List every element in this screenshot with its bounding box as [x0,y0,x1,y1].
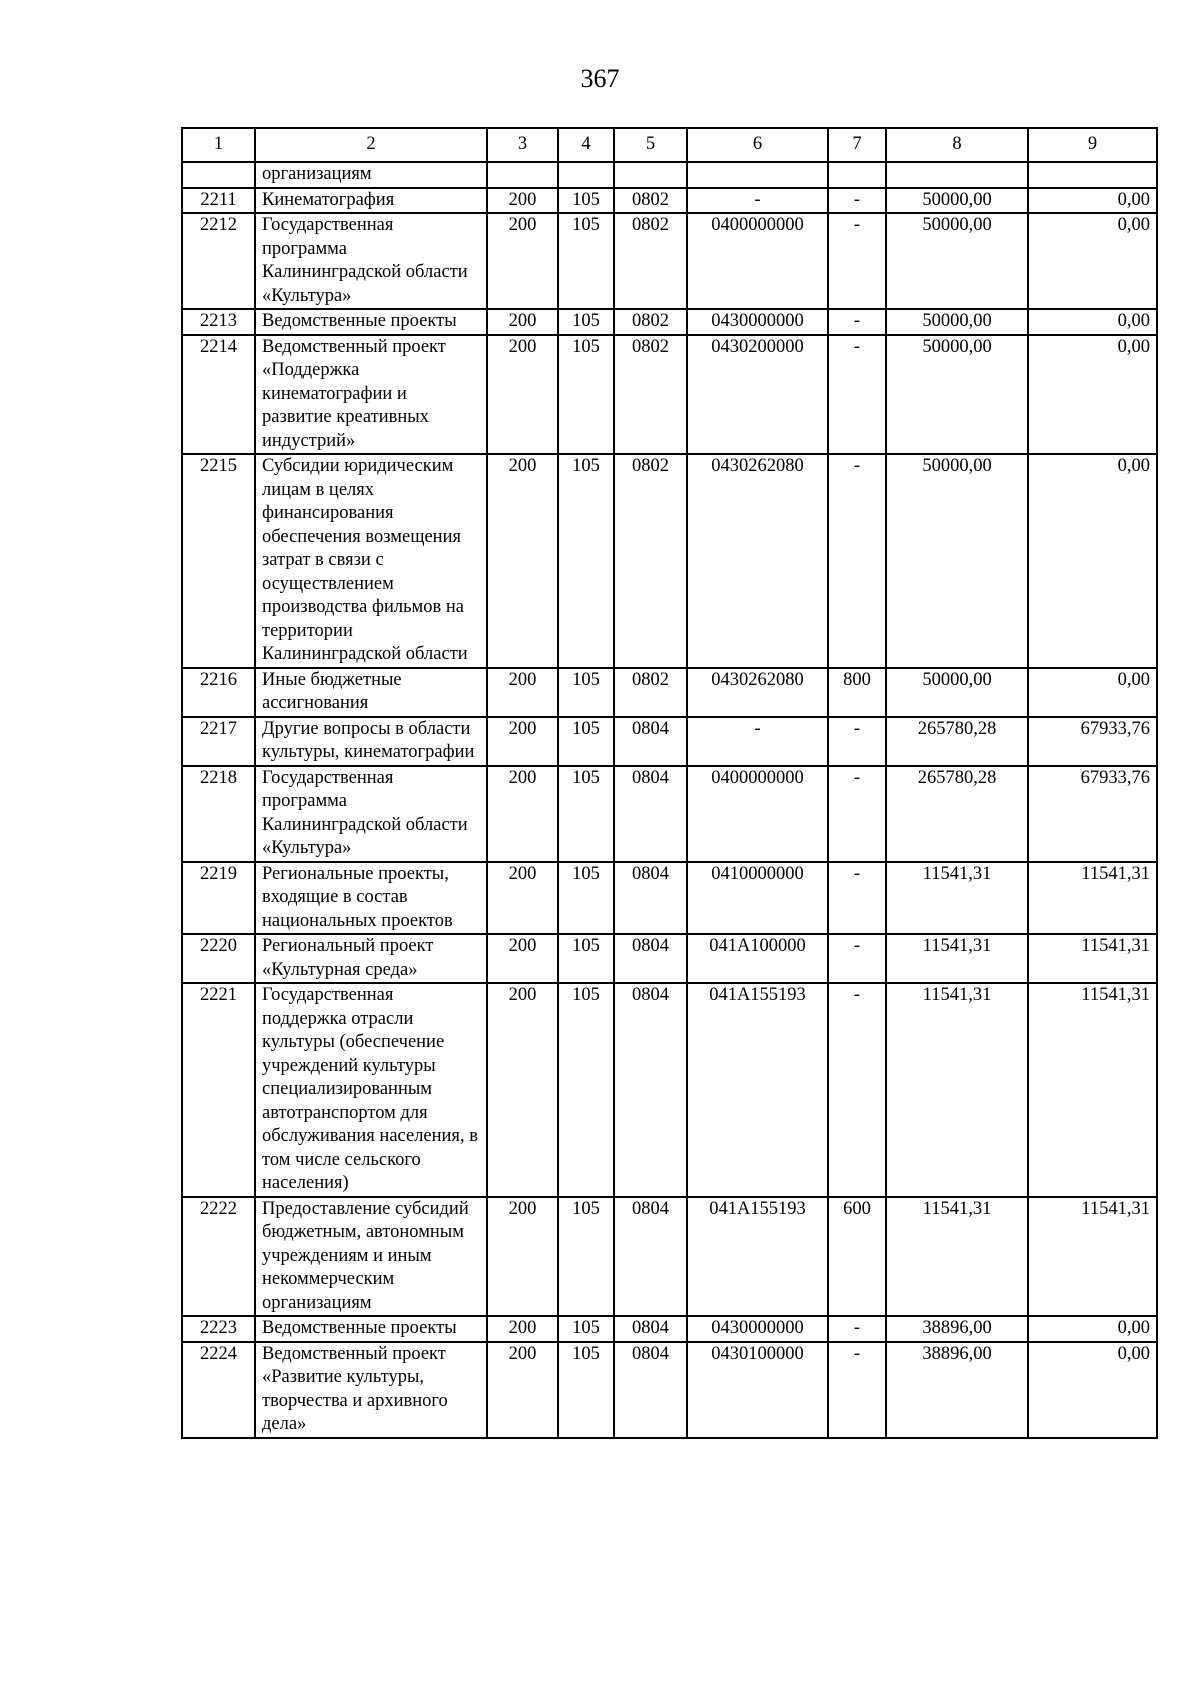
table-cell-col-4: 105 [558,309,614,335]
table-row [182,188,1157,214]
table-cell-col-3: 200 [487,335,558,455]
table-cell-col-3: 200 [487,454,558,668]
table-cell-col-7: - [828,983,886,1197]
table-cell-col-2: Ведомственные проекты [255,309,487,335]
table-cell-col-4: 105 [558,668,614,717]
table-cell-col-7: - [828,766,886,862]
table-cell-col-7: 800 [828,668,886,717]
table-cell-col-7: - [828,213,886,309]
table-cell-col-6: 0430200000 [687,335,828,455]
table-cell-col-1: 2223 [182,1316,255,1342]
page-number: 367 [580,64,620,93]
table-cell-col-9: 0,00 [1028,188,1157,214]
table-cell-col-8: 11541,31 [886,862,1028,935]
table-cell-col-5 [614,162,687,188]
table-cell-col-5: 0804 [614,766,687,862]
table-cell-col-3: 200 [487,862,558,935]
table-cell-col-2: Ведомственный проект «Развитие культуры, творчества и архивного дела» [255,1342,487,1438]
table-row [182,1197,1157,1317]
table-cell-col-8: 265780,28 [886,766,1028,862]
table-row [182,1316,1157,1342]
table-cell-col-7: - [828,188,886,214]
budget-table [181,127,1158,1439]
table-cell-col-9: 0,00 [1028,1316,1157,1342]
table-cell-col-3: 200 [487,717,558,766]
table-cell-col-4: 105 [558,766,614,862]
table-cell-col-3: 200 [487,213,558,309]
table-cell-col-2: Иные бюджетные ассигнования [255,668,487,717]
table-cell-col-7 [828,162,886,188]
table-cell-col-9: 11541,31 [1028,934,1157,983]
table-cell-col-1: 2216 [182,668,255,717]
table-cell-col-7: - [828,1342,886,1438]
table-cell-col-8: 38896,00 [886,1342,1028,1438]
table-cell-col-8: 265780,28 [886,717,1028,766]
table-cell-col-4: 105 [558,1316,614,1342]
table-cell-col-8: 50000,00 [886,188,1028,214]
table-cell-col-8: 50000,00 [886,454,1028,668]
table-cell-col-9: 67933,76 [1028,717,1157,766]
table-cell-col-3: 200 [487,1197,558,1317]
table-cell-col-8 [886,162,1028,188]
table-row [182,1342,1157,1438]
table-cell-col-2: Региональные проекты, входящие в состав национальных проектов [255,862,487,935]
table-cell-col-5: 0802 [614,188,687,214]
header-cell: 3 [487,128,558,162]
table-cell-col-2: Региональный проект «Культурная среда» [255,934,487,983]
table-cell-col-8: 11541,31 [886,983,1028,1197]
table-cell-col-4: 105 [558,1197,614,1317]
table-cell-col-4: 105 [558,188,614,214]
table-cell-col-9: 11541,31 [1028,1197,1157,1317]
table-cell-col-1: 2218 [182,766,255,862]
table-cell-col-7: - [828,1316,886,1342]
header-cell: 9 [1028,128,1157,162]
table-cell-col-1 [182,162,255,188]
table-row [182,335,1157,455]
header-row [182,128,1157,162]
table-cell-col-3: 200 [487,668,558,717]
table-cell-col-3: 200 [487,766,558,862]
table-row [182,983,1157,1197]
table-cell-col-6 [687,162,828,188]
table-cell-col-6: - [687,717,828,766]
table-cell-col-6: - [687,188,828,214]
table-cell-col-9: 0,00 [1028,668,1157,717]
table-cell-col-6: 0430100000 [687,1342,828,1438]
table-cell-col-9: 0,00 [1028,454,1157,668]
table-cell-col-3: 200 [487,309,558,335]
table-cell-col-4: 105 [558,454,614,668]
table-cell-col-7: 600 [828,1197,886,1317]
table-cell-col-9: 0,00 [1028,335,1157,455]
table-cell-col-2: Ведомственный проект «Поддержка кинематографии и развитие креативных индустрий» [255,335,487,455]
table-cell-col-8: 11541,31 [886,934,1028,983]
table-cell-col-3: 200 [487,1316,558,1342]
table-body [182,162,1157,1438]
table-cell-col-3 [487,162,558,188]
table-cell-col-5: 0802 [614,309,687,335]
table-cell-col-4: 105 [558,1342,614,1438]
table-cell-col-4 [558,162,614,188]
table-cell-col-4: 105 [558,862,614,935]
table-cell-col-6: 0430000000 [687,309,828,335]
table-cell-col-5: 0804 [614,1316,687,1342]
table-cell-col-9: 67933,76 [1028,766,1157,862]
table-cell-col-7: - [828,335,886,455]
table-cell-col-6: 0430000000 [687,1316,828,1342]
table-row [182,213,1157,309]
table-row [182,862,1157,935]
table-cell-col-7: - [828,934,886,983]
table-cell-col-3: 200 [487,1342,558,1438]
table-row [182,309,1157,335]
table-cell-col-5: 0804 [614,717,687,766]
table-cell-col-7: - [828,454,886,668]
table-cell-col-2: Государственная поддержка отрасли культуры (обеспечение учреждений культуры специализированным автотранспортом для обслуживания населения, в том числе сельского населения) [255,983,487,1197]
table-cell-col-2: Ведомственные проекты [255,1316,487,1342]
table-cell-col-9 [1028,162,1157,188]
table-cell-col-8: 50000,00 [886,213,1028,309]
table-row [182,162,1157,188]
table-cell-col-5: 0804 [614,1197,687,1317]
table-cell-col-2: Государственная программа Калининградской области «Культура» [255,213,487,309]
table-cell-col-1: 2224 [182,1342,255,1438]
table-cell-col-9: 0,00 [1028,213,1157,309]
table-cell-col-6: 0400000000 [687,213,828,309]
table-cell-col-1: 2217 [182,717,255,766]
table-cell-col-8: 50000,00 [886,309,1028,335]
table-cell-col-9: 0,00 [1028,1342,1157,1438]
header-cell: 1 [182,128,255,162]
table-cell-col-6: 0430262080 [687,454,828,668]
table-cell-col-5: 0804 [614,862,687,935]
table-cell-col-1: 2212 [182,213,255,309]
table-cell-col-7: - [828,309,886,335]
table-cell-col-9: 11541,31 [1028,862,1157,935]
header-cell: 7 [828,128,886,162]
table-cell-col-3: 200 [487,983,558,1197]
table-cell-col-4: 105 [558,717,614,766]
header-cell: 4 [558,128,614,162]
table-cell-col-8: 38896,00 [886,1316,1028,1342]
table-cell-col-3: 200 [487,934,558,983]
table-cell-col-2: Государственная программа Калининградской области «Культура» [255,766,487,862]
table-cell-col-2: организациям [255,162,487,188]
table-cell-col-4: 105 [558,335,614,455]
table-cell-col-2: Другие вопросы в области культуры, кинематографии [255,717,487,766]
table-cell-col-4: 105 [558,934,614,983]
table-cell-col-2: Субсидии юридическим лицам в целях финансирования обеспечения возмещения затрат в связи с осуществлением производства фильмов на территории Калининградской области [255,454,487,668]
table-cell-col-8: 50000,00 [886,335,1028,455]
table-cell-col-7: - [828,717,886,766]
header-cell: 6 [687,128,828,162]
table-cell-col-8: 50000,00 [886,668,1028,717]
table-cell-col-1: 2211 [182,188,255,214]
table-cell-col-5: 0802 [614,668,687,717]
table-cell-col-2: Кинематография [255,188,487,214]
table-cell-col-3: 200 [487,188,558,214]
table-cell-col-1: 2219 [182,862,255,935]
table-cell-col-5: 0802 [614,335,687,455]
table-cell-col-1: 2220 [182,934,255,983]
table-cell-col-1: 2215 [182,454,255,668]
table-cell-col-1: 2221 [182,983,255,1197]
table-cell-col-6: 0410000000 [687,862,828,935]
header-cell: 2 [255,128,487,162]
table-cell-col-5: 0802 [614,454,687,668]
table-cell-col-5: 0802 [614,213,687,309]
table-cell-col-1: 2222 [182,1197,255,1317]
table-cell-col-6: 0430262080 [687,668,828,717]
table-cell-col-5: 0804 [614,1342,687,1438]
table-cell-col-7: - [828,862,886,935]
table-row [182,766,1157,862]
table-cell-col-5: 0804 [614,934,687,983]
header-cell: 5 [614,128,687,162]
table-header [182,128,1157,162]
table-cell-col-2: Предоставление субсидий бюджетным, автономным учреждениям и иным некоммерческим организациям [255,1197,487,1317]
table-cell-col-5: 0804 [614,983,687,1197]
table-cell-col-4: 105 [558,983,614,1197]
table-cell-col-6: 041A155193 [687,983,828,1197]
table-row [182,934,1157,983]
table-cell-col-1: 2213 [182,309,255,335]
table-cell-col-9: 11541,31 [1028,983,1157,1197]
table-cell-col-9: 0,00 [1028,309,1157,335]
table-cell-col-6: 041A100000 [687,934,828,983]
table-cell-col-6: 041A155193 [687,1197,828,1317]
table-cell-col-1: 2214 [182,335,255,455]
table-cell-col-8: 11541,31 [886,1197,1028,1317]
table-cell-col-4: 105 [558,213,614,309]
table-row [182,454,1157,668]
table-cell-col-6: 0400000000 [687,766,828,862]
table-row [182,717,1157,766]
header-cell: 8 [886,128,1028,162]
table-row [182,668,1157,717]
